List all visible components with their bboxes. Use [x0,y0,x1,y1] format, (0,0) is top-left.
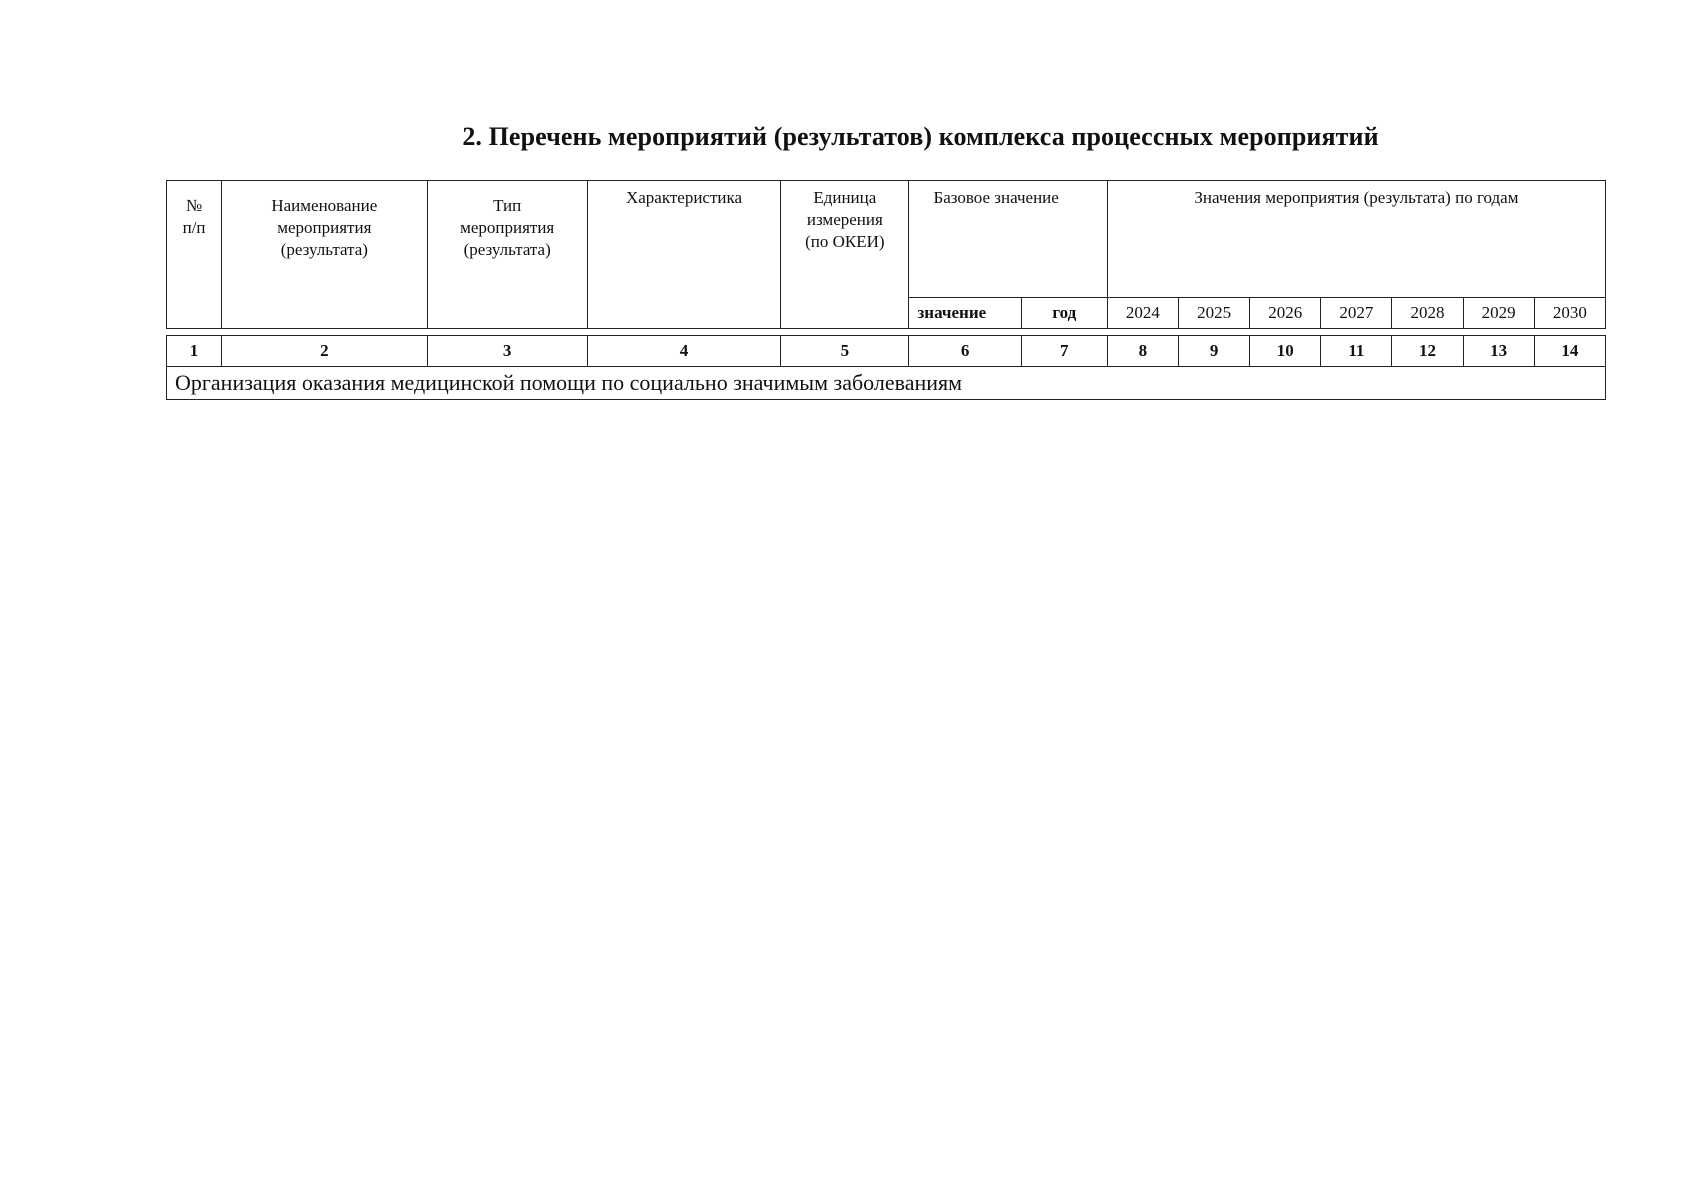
column-number: 1 [167,336,222,367]
column-number: 12 [1392,336,1463,367]
column-number: 8 [1107,336,1178,367]
header-year: 2029 [1463,298,1534,329]
header-year: 2024 [1107,298,1178,329]
header-base-value: Базовое значение [909,181,1107,298]
header-year: 2028 [1392,298,1463,329]
section-row [167,367,1606,400]
header-base-sub-year: год [1021,298,1107,329]
column-numbers-row [167,336,1606,367]
section-title: Организация оказания медицинской помощи по социально значимым заболеваниям [167,367,1606,400]
header-year: 2025 [1179,298,1250,329]
page-title: 2. Перечень мероприятий (результатов) комплекса процессных мероприятий [462,122,1379,151]
column-number: 7 [1021,336,1107,367]
column-number: 10 [1250,336,1321,367]
column-number: 6 [909,336,1021,367]
column-number: 5 [781,336,909,367]
column-number: 13 [1463,336,1534,367]
column-number: 14 [1534,336,1605,367]
column-number: 11 [1321,336,1392,367]
header-year: 2027 [1321,298,1392,329]
header-characteristic: Характеристика [587,181,780,329]
header-num: № п/п [167,181,222,329]
column-number: 9 [1179,336,1250,367]
header-type: Тип мероприятия (результата) [427,181,587,329]
header-unit: Единица измерения (по ОКЕИ) [781,181,909,329]
header-values-by-year: Значения мероприятия (результата) по годам [1107,181,1605,298]
column-number: 3 [427,336,587,367]
header-year: 2026 [1250,298,1321,329]
measures-table [166,180,1606,400]
header-year: 2030 [1534,298,1605,329]
header-row [167,181,1606,298]
header-base-sub-value: значение [909,298,1021,329]
table-gap [167,329,1606,336]
column-number: 2 [222,336,427,367]
header-name: Наименование мероприятия (результата) [222,181,427,329]
column-number: 4 [587,336,780,367]
